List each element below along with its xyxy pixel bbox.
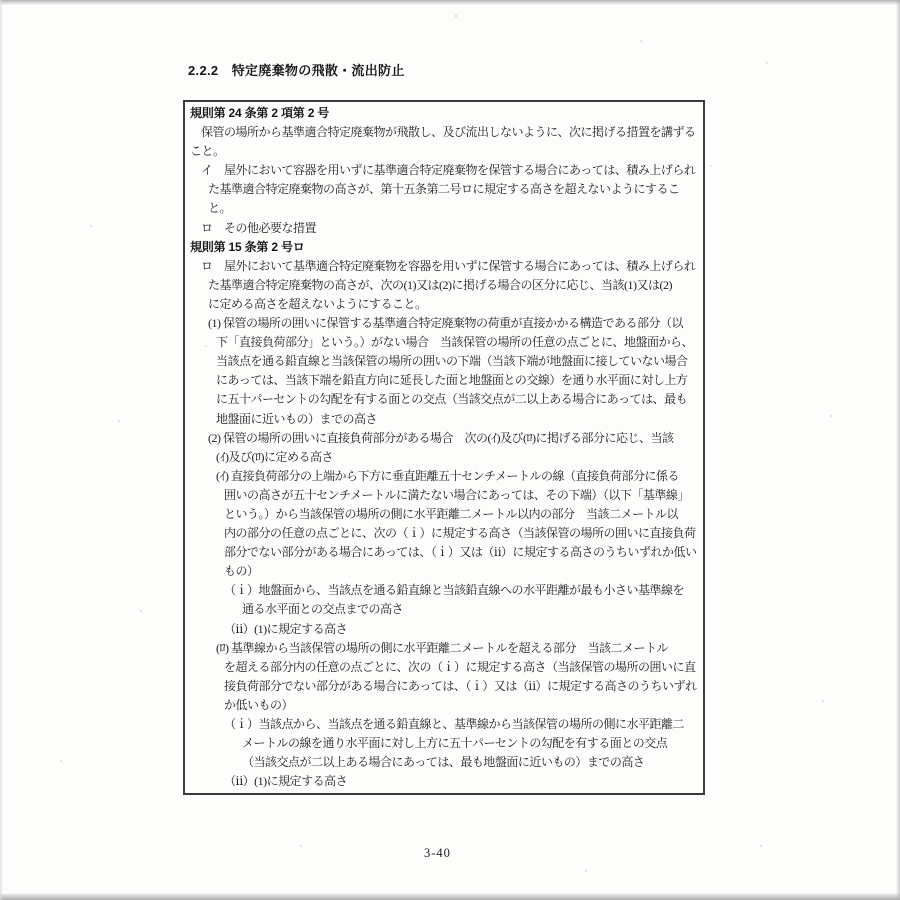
rule-text-line: か低いもの） — [224, 697, 294, 712]
rule-text-line: た基準適合特定廃棄物の高さが、次の(1)又は(2)に掲げる場合の区分に応じ、当該(1)又は(2) — [208, 277, 672, 292]
rule-text-line: 地盤面に近いもの）までの高さ — [216, 411, 378, 426]
rule-text-line: こと。 — [190, 144, 225, 159]
rule-text-line: 囲いの高さが五十センチメートルに満たない場合にあっては、その下端）（以下「基準線」 — [224, 487, 689, 502]
rule-text-line: (ﾛ) 基準線から当該保管の場所の側に水平距離二メートルを超える部分 当該二メートル — [216, 640, 668, 655]
rule-text-line: イ 屋外において容器を用いずに基準適合特定廃棄物を保管する場合にあっては、積み上げられ — [201, 163, 696, 178]
rule-text-line: 通る水平面との交点までの高さ — [242, 602, 404, 617]
rule-text-line: （ｉ）当該点から、当該点を通る鉛直線と、基準線から当該保管の場所の側に水平距離二 — [224, 717, 685, 731]
rule-text-line: （ⅱ）(1)に規定する高さ — [224, 774, 348, 789]
scan-edge-left — [0, 0, 2, 900]
page-number: 3-40 — [424, 846, 451, 860]
rule-text-line: という。）から当該保管の場所の側に水平距離二メートル以内の部分 当該二メートル以 — [224, 506, 679, 521]
rule-text-line: （当該交点が二以上ある場合にあっては、最も地盤面に近いもの）までの高さ — [242, 755, 645, 770]
rule-text-line: 当該点を通る鉛直線と当該保管の場所の囲いの下端（当該下端が地盤面に接していない場合 — [216, 354, 688, 369]
rule-text-line: （ｉ）地盤面から、当該点を通る鉛直線と当該鉛直線への水平距離が最も小さい基準線を — [224, 583, 685, 598]
rule-text-line: 部分でない部分がある場合にあっては、（ｉ）又は（ⅱ）に規定する高さのうちいずれか低い — [224, 545, 697, 560]
scan-noise-specks — [455, 15, 457, 17]
rule-header-line: 規則第 15 条第 2 号ロ — [190, 239, 305, 254]
rule-text-line: (2) 保管の場所の囲いに直接負荷部分がある場合 次の(ｲ)及び(ﾛ)に掲げる部分に応じ、当該 — [208, 430, 674, 445]
rule-text-line: 内の部分の任意の点ごとに、次の（ｉ）に規定する高さ（当該保管の場所の囲いに直接負荷 — [224, 526, 696, 541]
rule-text-line: (ｲ)及び(ﾛ)に定める高さ — [216, 449, 333, 464]
rule-box — [183, 100, 705, 795]
rule-text-line: にあっては、当該下端を鉛直方向に延長した面と地盤面との交線）を通り水平面に対し上方 — [216, 373, 688, 388]
scan-edge-bottom — [0, 893, 900, 900]
rule-text-line: もの） — [224, 564, 259, 579]
rule-text-line: （ⅱ）(1)に規定する高さ — [224, 621, 348, 636]
rule-text-line: (ｲ) 直接負荷部分の上端から下方に垂直距離五十センチメートルの線（直接負荷部分に係る — [216, 468, 680, 483]
rule-text-line: 下「直接負荷部分」という。）がない場合 当該保管の場所の任意の点ごとに、地盤面から、 — [216, 335, 694, 350]
rule-text-line: ロ 屋外において基準適合特定廃棄物を容器を用いずに保管する場合にあっては、積み上げられ — [201, 258, 696, 273]
scan-edge-right — [896, 0, 900, 900]
rule-text-line: に定める高さを超えないようにすること。 — [208, 296, 427, 311]
rule-header-line: 規則第 24 条第 2 項第 2 号 — [190, 106, 330, 120]
scan-edge-top — [0, 0, 900, 5]
rule-text-line: た基準適合特定廃棄物の高さが、第十五条第二号ロに規定する高さを超えないようにするこ — [208, 182, 680, 197]
rule-text-line: (1) 保管の場所の囲いに保管する基準適合特定廃棄物の荷重が直接かかる構造である部分（以 — [208, 316, 683, 331]
rule-text-line: 保管の場所から基準適合特定廃棄物が飛散し、及び流出しないように、次に掲げる措置を講ずる — [201, 125, 696, 140]
rule-text-line: 接負荷部分でない部分がある場合にあっては、（ｉ）又は（ⅱ）に規定する高さのうちいずれ — [224, 678, 697, 693]
rule-text-line: に五十パーセントの勾配を有する面との交点（当該交点が二以上ある場合にあっては、最も — [216, 392, 688, 407]
rule-text-line: ロ その他必要な措置 — [201, 220, 317, 235]
rule-text-line: と。 — [208, 201, 232, 216]
section-title: 2.2.2 特定廃棄物の飛散・流出防止 — [188, 63, 405, 78]
rule-text-line: メートルの線を通り水平面に対し上方に五十パーセントの勾配を有する面との交点 — [242, 736, 668, 751]
rule-text-line: を超える部分内の任意の点ごとに、次の（ｉ）に規定する高さ（当該保管の場所の囲いに直 — [224, 659, 696, 674]
